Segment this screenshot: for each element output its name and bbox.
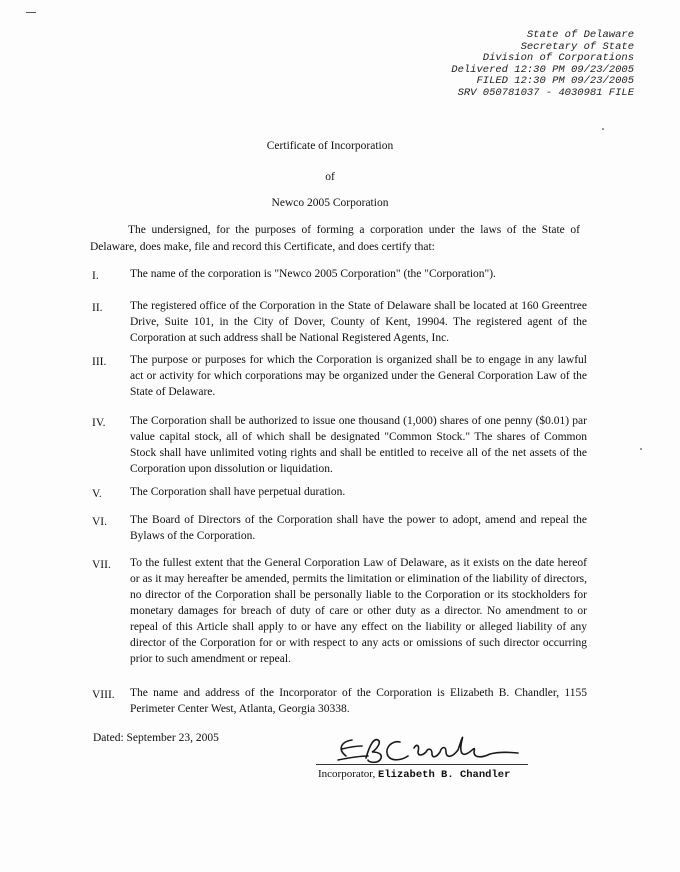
article-number: VII. <box>92 559 111 571</box>
article-number: II. <box>92 302 103 314</box>
article-8 <box>92 685 587 717</box>
article-text: The Corporation shall be authorized to issue one thousand (1,000) shares of one penny ($0.01) par value capital stock, all of which shall be designated "Common Stock." The shares of Common Stock shall have unlimited voting rights and shall be entitled to receive all of the net assets of the Corporation upon dissolution or liquidation. <box>130 415 587 475</box>
scan-speck <box>602 128 604 130</box>
title-of: of <box>325 171 335 183</box>
filing-stamp <box>451 30 634 99</box>
article-text: The name of the corporation is "Newco 2005 Corporation" (the "Corporation"). <box>130 268 496 280</box>
company-name: Newco 2005 Corporation <box>271 197 389 209</box>
intro-paragraph: The undersigned, for the purposes of forming a corporation under the laws of the State of Delaware, does make, file and record this Certificate, and does certify that: <box>90 224 580 253</box>
article-3 <box>92 352 587 400</box>
article-7 <box>92 555 587 667</box>
incorporator-label: Incorporator, <box>318 768 376 780</box>
stamp-line: State of Delaware <box>526 29 634 41</box>
article-1 <box>92 266 587 282</box>
stamp-line: Delivered 12:30 PM 09/23/2005 <box>451 63 634 76</box>
article-number: V. <box>92 488 102 500</box>
stamp-line: FILED 12:30 PM 09/23/2005 <box>476 75 634 87</box>
article-number: III. <box>92 356 107 368</box>
scan-mark <box>26 12 36 13</box>
article-6 <box>92 512 587 544</box>
article-text: The registered office of the Corporation in the State of Delaware shall be located at 160 Greentree Drive, Suite 101, in the City of Dover, County of Kent, 19904. The registered agent of the Corporation at such address shall be National Registered Agents, Inc. <box>130 300 587 344</box>
article-5 <box>92 484 587 500</box>
incorporator-name: Elizabeth B. Chandler <box>378 769 511 781</box>
article-2 <box>92 298 587 346</box>
article-text: To the fullest extent that the General Corporation Law of Delaware, as it exists on the date hereof or as it may hereafter be amended, permits the limitation or elimination of the liability of directors, no director of the Corporation shall be personally liable to the Corporation or its stockholders for monetary damages for breach of duty of care or other duty as a director. No amendment to or repeal of this Article shall apply to or have any effect on the liability or alleged liability of any director of the Corporation for or with respect to any acts or omissions of such director occurring prior to such amendment or repeal. <box>130 557 587 665</box>
document-title: Certificate of Incorporation <box>266 140 394 152</box>
article-number: VI. <box>92 516 108 528</box>
article-text: The Board of Directors of the Corporation shall have the power to adopt, amend and repeal the Bylaws of the Corporation. <box>130 514 587 542</box>
article-4 <box>92 413 587 477</box>
signature-line <box>316 764 528 765</box>
article-number: IV. <box>92 417 106 429</box>
scan-speck <box>640 448 642 450</box>
article-text: The purpose or purposes for which the Corporation is organized shall be to engage in any lawful act or activity for which corporations may be organized under the General Corporation Law of the State of Delaware. <box>130 354 587 398</box>
stamp-line: Division of Corporations <box>482 52 634 64</box>
dated-line: Dated: September 23, 2005 <box>93 732 219 744</box>
article-text: The Corporation shall have perpetual duration. <box>130 486 346 498</box>
stamp-line: Secretary of State <box>520 40 634 53</box>
article-number: I. <box>92 270 99 282</box>
stamp-line: SRV 050781037 - 4030981 FILE <box>457 86 634 99</box>
article-text: The name and address of the Incorporator of the Corporation is Elizabeth B. Chandler, 1155 Perimeter Center West, Atlanta, Georgia 30338. <box>130 687 587 715</box>
article-number: VIII. <box>92 689 115 701</box>
signature-caption <box>318 768 510 781</box>
